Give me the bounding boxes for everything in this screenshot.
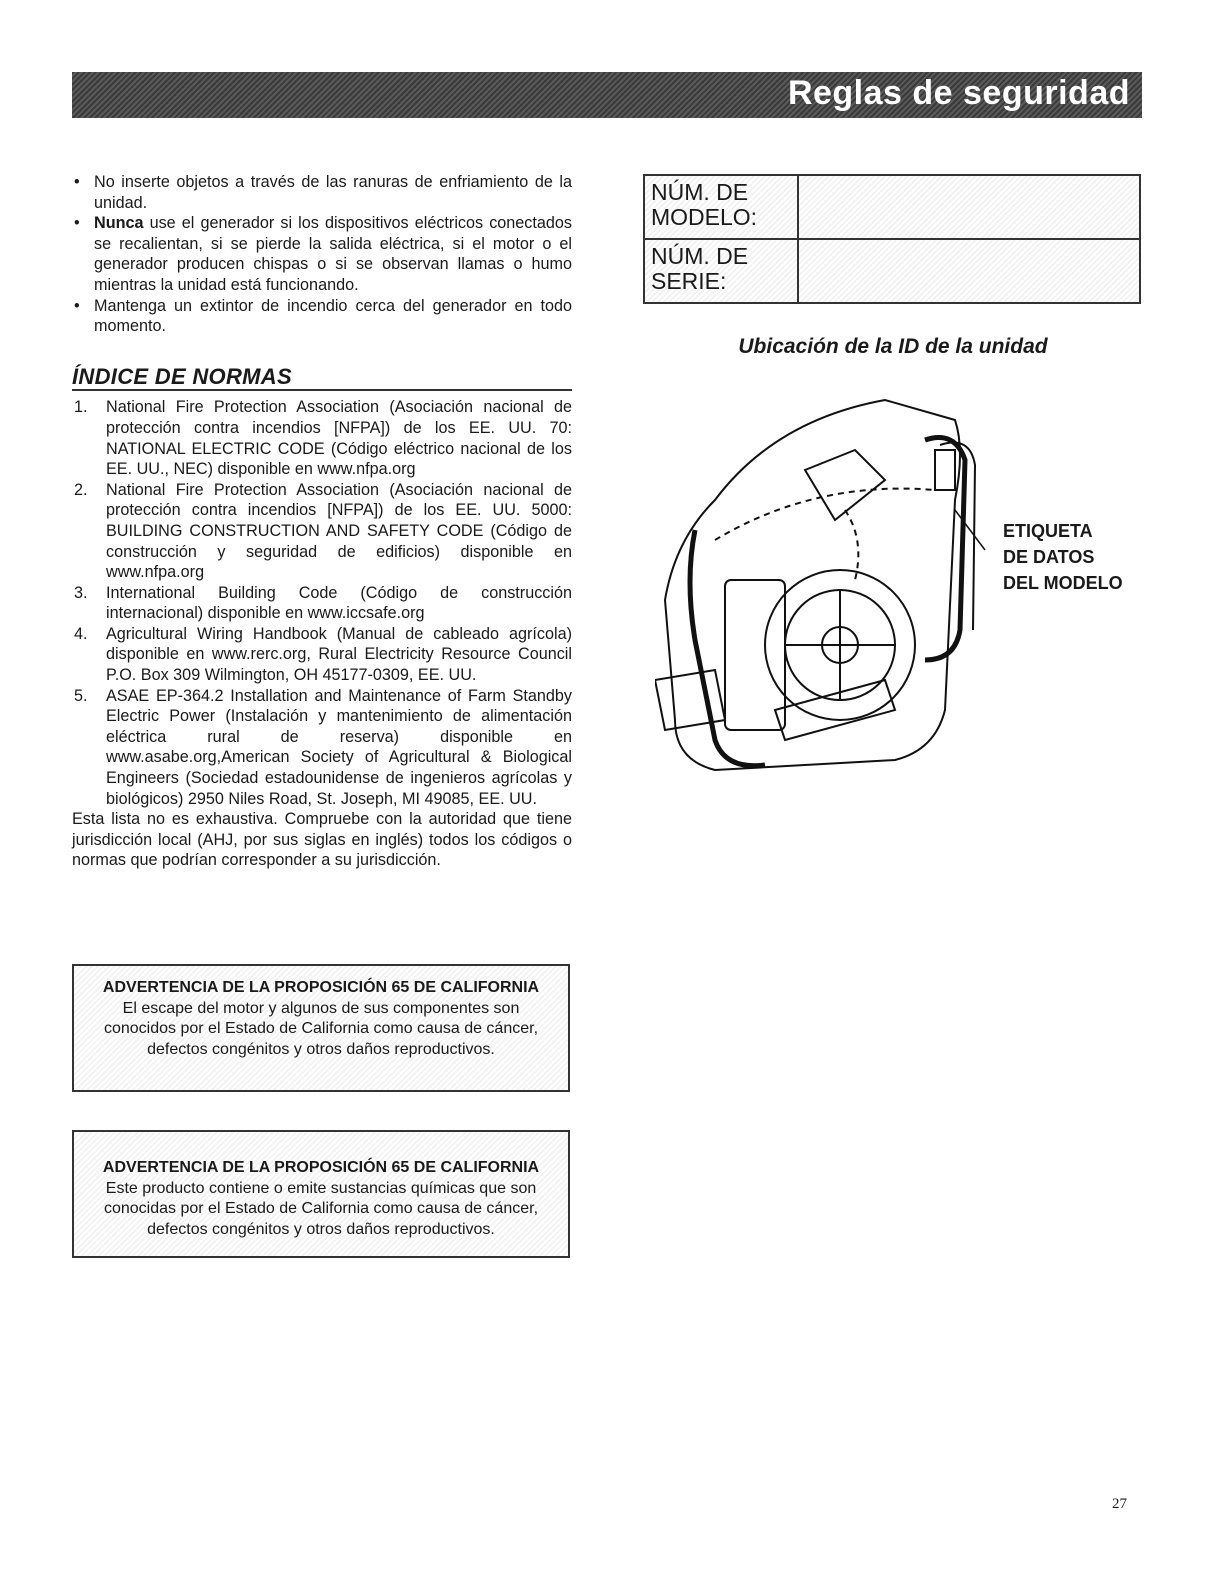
list-item: 3. International Building Code (Código de construcción internacional) disponible en www.iccsafe.org bbox=[74, 583, 572, 623]
left-column bbox=[72, 172, 572, 871]
page-number: 27 bbox=[1112, 1496, 1127, 1512]
list-item: 4. Agricultural Wiring Handbook (Manual de cableado agrícola) disponible en www.rerc.org, Rural Electricity Resource Council P.O. Box 309 Wilmington, OH 45177-0309, EE. UU. bbox=[74, 624, 572, 685]
serial-number-field[interactable] bbox=[798, 239, 1140, 303]
prop65-warning-box bbox=[72, 964, 570, 1092]
norms-list bbox=[72, 397, 572, 809]
serial-number-label: NÚM. DE SERIE: bbox=[644, 239, 798, 303]
warning-text: Este producto contiene o emite sustancias químicas que son conocidas por el Estado de California como causa de cáncer, defectos congénitos y otros daños reproductivos. bbox=[103, 1179, 539, 1238]
warning-title: ADVERTENCIA DE LA PROPOSICIÓN 65 DE CALIFORNIA bbox=[102, 1159, 540, 1176]
generator-illustration bbox=[655, 380, 990, 780]
list-item: 2. National Fire Protection Association (Asociación nacional de protección contra incendios [NFPA]) de los EE. UU. 5000: BUILDING CONSTRUCTION AND SAFETY CODE (Código de construcción y seguridad de edificios) disponible en www.nfpa.org bbox=[74, 480, 572, 582]
model-data-label-callout bbox=[1003, 518, 1123, 596]
model-number-label: NÚM. DE MODELO: bbox=[644, 175, 798, 239]
callout-line: DEL MODELO bbox=[1003, 573, 1123, 593]
callout-line: ETIQUETA bbox=[1003, 521, 1093, 541]
list-item: 5. ASAE EP-364.2 Installation and Maintenance of Farm Standby Electric Power (Instalación y mantenimiento de alimentación eléctrica rural de reserva) disponible en www.asabe.org,American Society of Agricultural & Biological Engineers (Sociedad estadounidense de ingenieros agrícolas y biológicos) 2950 Niles Road, St. Joseph, MI 49085, EE. UU. bbox=[74, 686, 572, 808]
safety-bullets bbox=[72, 172, 572, 337]
figure-caption: Ubicación de la ID de la unidad bbox=[738, 335, 1048, 358]
page-title: Reglas de seguridad bbox=[787, 74, 1130, 112]
callout-line: DE DATOS bbox=[1003, 547, 1095, 567]
list-item: • No inserte objetos a través de las ranuras de enfriamiento de la unidad. bbox=[72, 172, 572, 213]
prop65-warning-box bbox=[72, 1130, 570, 1258]
model-number-field[interactable] bbox=[798, 175, 1140, 239]
warning-title: ADVERTENCIA DE LA PROPOSICIÓN 65 DE CALIFORNIA bbox=[102, 979, 540, 996]
list-item: • Mantenga un extintor de incendio cerca del generador en todo momento. bbox=[72, 296, 572, 337]
list-item: • Nunca use el generador si los dispositivos eléctricos conectados se recalientan, si se pierde la salida eléctrica, si el motor o el generador producen chispas o si se observan llamas o humo mientras la unidad está funcionando. bbox=[72, 213, 572, 295]
list-item: 1. National Fire Protection Association (Asociación nacional de protección contra incendios [NFPA]) de los EE. UU. 70: NATIONAL ELECTRIC CODE (Código eléctrico nacional de los EE. UU., NEC) disponible en www.nfpa.org bbox=[74, 398, 572, 479]
header-banner bbox=[72, 72, 1142, 118]
norms-heading: ÍNDICE DE NORMAS bbox=[72, 367, 572, 392]
norms-note: Esta lista no es exhaustiva. Compruebe con la autoridad que tiene jurisdicción local (AHJ, por sus siglas en inglés) todos los códigos o normas que podrían corresponder a su jurisdicción. bbox=[72, 810, 572, 870]
unit-id-table bbox=[643, 174, 1141, 304]
warning-text: El escape del motor y algunos de sus componentes son conocidos por el Estado de California como causa de cáncer, defectos congénitos y otros daños reproductivos. bbox=[103, 999, 539, 1058]
